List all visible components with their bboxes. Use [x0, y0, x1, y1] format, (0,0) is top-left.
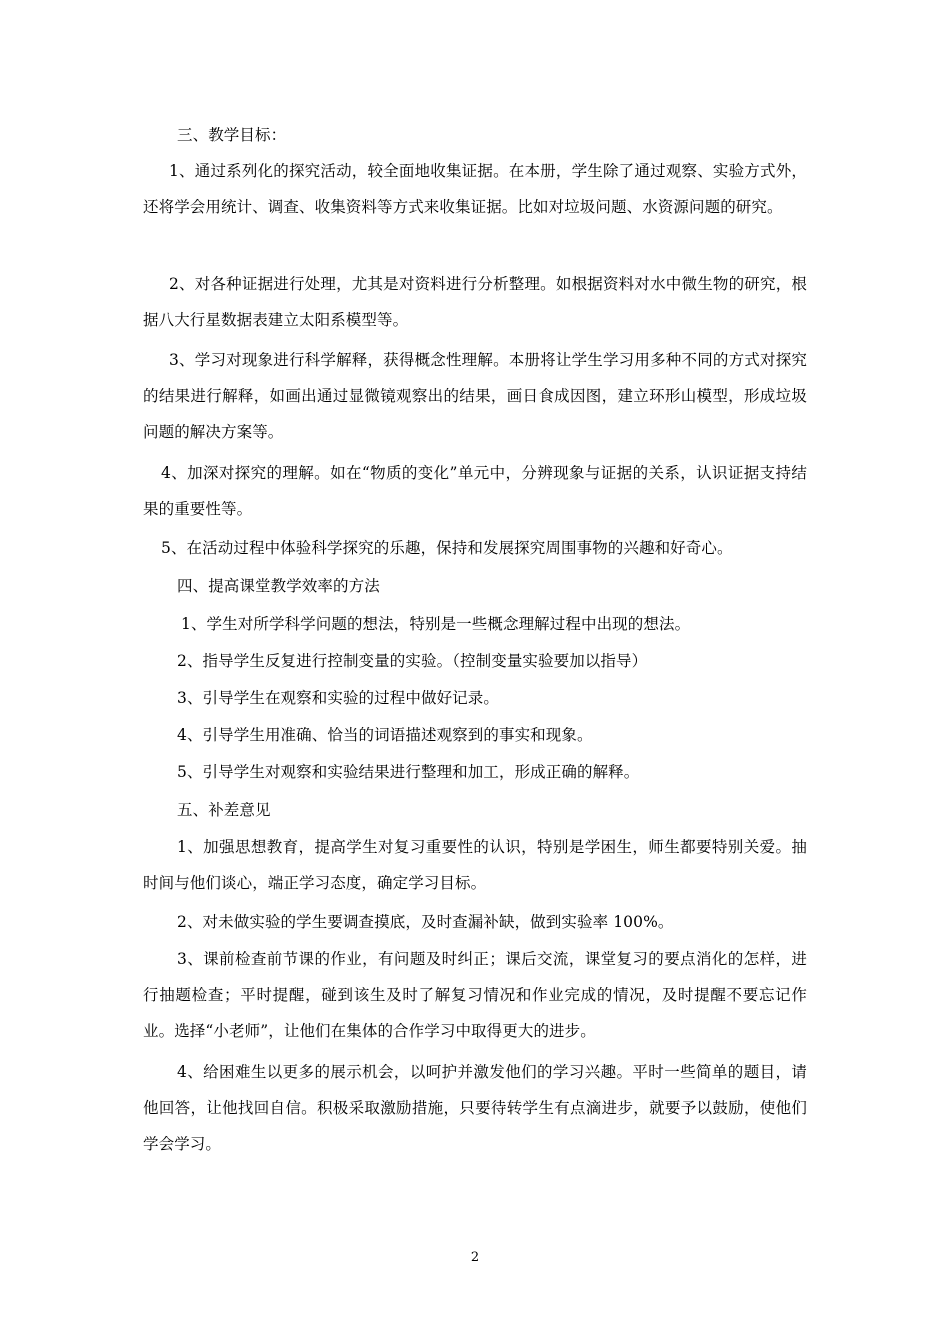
goal-item-4: 4、加深对探究的理解。如在“物质的变化”单元中，分辨现象与证据的关系，认识证据支持结果的重要性等。: [143, 464, 807, 518]
page-number: 2: [470, 1250, 480, 1265]
method-item-5: 5、引导学生对观察和实验结果进行整理和加工，形成正确的解释。: [177, 763, 640, 781]
goal-item-5: 5、在活动过程中体验科学探究的乐趣，保持和发展探究周围事物的兴趣和好奇心。: [161, 539, 733, 557]
remedial-item-3: 3、课前检查前节课的作业，有问题及时纠正；课后交流，课堂复习的要点消化的怎样，进行抽题检查；平时提醒，碰到该生及时了解复习情况和作业完成的情况，及时提醒不要忘记作业。选择“小老师”，让他们在集体的合作学习中取得更大的进步。: [143, 950, 807, 1040]
method-item-3: 3、引导学生在观察和实验的过程中做好记录。: [177, 689, 499, 707]
remedial-item-2: 2、对未做实验的学生要调查摸底，及时查漏补缺，做到实验率 100%。: [177, 913, 674, 931]
section-heading-efficiency-methods: 四、提高课堂教学效率的方法: [177, 577, 380, 595]
remedial-item-1: 1、加强思想教育，提高学生对复习重要性的认识，特别是学困生，师生都要特别关爱。抽时间与他们谈心，端正学习态度，确定学习目标。: [143, 838, 807, 892]
goal-item-2: 2、对各种证据进行处理，尤其是对资料进行分析整理。如根据资料对水中微生物的研究，根据八大行星数据表建立太阳系模型等。: [143, 275, 807, 329]
method-item-2: 2、指导学生反复进行控制变量的实验。（控制变量实验要加以指导）: [177, 652, 648, 670]
section-heading-teaching-goals: 三、教学目标：: [177, 126, 287, 144]
remedial-item-4: 4、给困难生以更多的展示机会，以呵护并激发他们的学习兴趣。平时一些简单的题目，请他回答，让他找回自信。积极采取激励措施，只要待转学生有点滴进步，就要予以鼓励，使他们学会学习。: [143, 1063, 807, 1153]
goal-item-3: 3、学习对现象进行科学解释，获得概念性理解。本册将让学生学习用多种不同的方式对探究的结果进行解释，如画出通过显微镜观察出的结果，画日食成因图，建立环形山模型，形成垃圾问题的解决方案等。: [143, 351, 807, 441]
goal-item-1: 1、通过系列化的探究活动，较全面地收集证据。在本册，学生除了通过观察、实验方式外，还将学会用统计、调查、收集资料等方式来收集证据。比如对垃圾问题、水资源问题的研究。: [143, 162, 807, 216]
method-item-4: 4、引导学生用准确、恰当的词语描述观察到的事实和现象。: [177, 726, 593, 744]
section-heading-remedial-advice: 五、补差意见: [177, 801, 271, 819]
method-item-1: 1、学生对所学科学问题的想法，特别是一些概念理解过程中出现的想法。: [181, 615, 691, 633]
